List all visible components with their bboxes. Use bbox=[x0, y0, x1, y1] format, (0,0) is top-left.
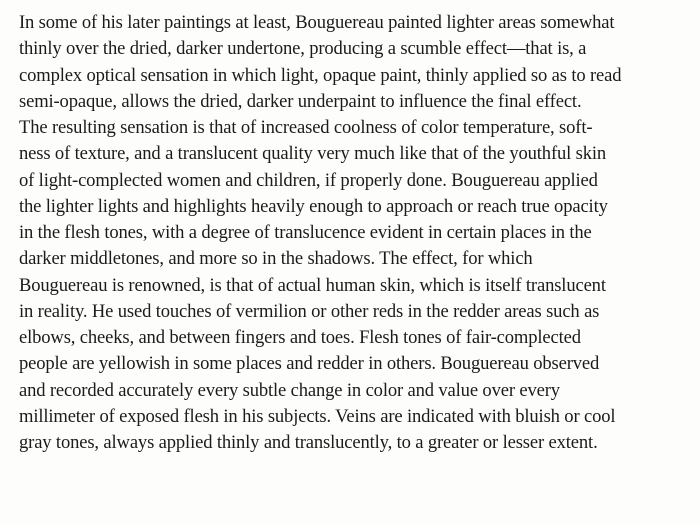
text-line: semi-opaque, allows the dried, darker underpaint to influence the final effect. bbox=[19, 90, 582, 112]
text-line: thinly over the dried, darker undertone, producing a scumble effect—that is, a bbox=[19, 38, 587, 60]
text-line: complex optical sensation in which light, opaque paint, thinly applied so as to read bbox=[19, 64, 622, 86]
text-line: Bouguereau is renowned, is that of actual human skin, which is itself translucent bbox=[19, 274, 606, 296]
text-line: The resulting sensation is that of increased coolness of color temperature, soft- bbox=[19, 117, 593, 138]
text-line: in reality. He used touches of vermilion or other reds in the redder areas such as bbox=[19, 300, 600, 322]
text-line: ness of texture, and a translucent quality very much like that of the youthful skin bbox=[19, 143, 607, 165]
text-line: gray tones, always applied thinly and translucently, to a greater or lesser extent. bbox=[19, 432, 598, 453]
text-line: in the flesh tones, with a degree of translucence evident in certain places in the bbox=[19, 222, 592, 243]
text-line: In some of his later paintings at least, Bouguereau painted lighter areas somewhat bbox=[19, 12, 615, 33]
body-paragraph bbox=[19, 10, 689, 456]
text-line: the lighter lights and highlights heavily enough to approach or reach true opacity bbox=[19, 195, 608, 217]
text-line: and recorded accurately every subtle change in color and value over every bbox=[19, 379, 560, 401]
text-line: of light-complected women and children, if properly done. Bouguereau applied bbox=[19, 169, 598, 191]
text-line: people are yellowish in some places and redder in others. Bouguereau observed bbox=[19, 353, 600, 375]
text-line: darker middletones, and more so in the shadows. The effect, for which bbox=[19, 248, 533, 270]
text-line: millimeter of exposed flesh in his subjects. Veins are indicated with bluish or cool bbox=[19, 405, 616, 427]
text-line: elbows, cheeks, and between fingers and toes. Flesh tones of fair-complected bbox=[19, 327, 581, 348]
